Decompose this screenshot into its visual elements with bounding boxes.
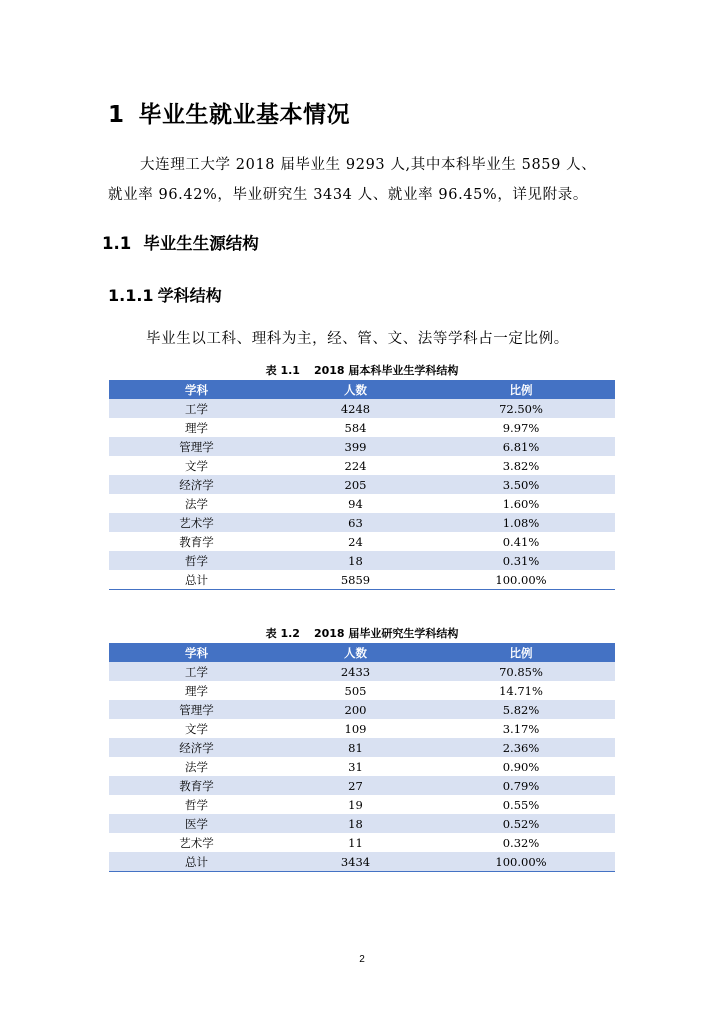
table-row xyxy=(109,719,615,738)
cell-ratio: 72.50% xyxy=(427,399,615,418)
cell-count: 11 xyxy=(284,833,427,852)
heading-number: 1 xyxy=(108,102,125,128)
cell-count: 584 xyxy=(284,418,427,437)
heading-text: 毕业生就业基本情况 xyxy=(138,102,351,128)
column-header-subject: 学科 xyxy=(109,380,284,399)
cell-count: 94 xyxy=(284,494,427,513)
table-row xyxy=(109,513,615,532)
cell-ratio: 70.85% xyxy=(427,662,615,681)
table-row xyxy=(109,776,615,795)
cell-subject: 总计 xyxy=(109,570,284,590)
cell-count: 24 xyxy=(284,532,427,551)
heading-text: 学科结构 xyxy=(157,286,222,305)
table-caption xyxy=(0,625,724,641)
table-row xyxy=(109,681,615,700)
cell-ratio: 100.00% xyxy=(427,852,615,872)
table-row xyxy=(109,852,615,872)
cell-count: 399 xyxy=(284,437,427,456)
column-header-count: 人数 xyxy=(284,380,427,399)
cell-subject: 法学 xyxy=(109,494,284,513)
table-row xyxy=(109,418,615,437)
cell-subject: 哲学 xyxy=(109,551,284,570)
cell-ratio: 100.00% xyxy=(427,570,615,590)
cell-ratio: 3.82% xyxy=(427,456,615,475)
table-body xyxy=(109,399,615,590)
cell-subject: 经济学 xyxy=(109,738,284,757)
cell-ratio: 0.90% xyxy=(427,757,615,776)
cell-count: 5859 xyxy=(284,570,427,590)
cell-count: 505 xyxy=(284,681,427,700)
cell-subject: 教育学 xyxy=(109,532,284,551)
undergraduate-subject-table xyxy=(109,380,615,590)
caption-title: 2018 届毕业研究生学科结构 xyxy=(313,627,459,640)
table-header-row xyxy=(109,380,615,399)
column-header-subject: 学科 xyxy=(109,643,284,662)
caption-title: 2018 届本科毕业生学科结构 xyxy=(313,364,459,377)
cell-subject: 艺术学 xyxy=(109,513,284,532)
cell-count: 27 xyxy=(284,776,427,795)
section-heading-1 xyxy=(108,96,350,129)
subject-paragraph-text: 毕业生以工科、理科为主，经、管、文、法等学科占一定比例。 xyxy=(146,331,569,347)
subject-paragraph xyxy=(108,324,618,354)
caption-number: 表 1.2 xyxy=(265,627,300,640)
table-row xyxy=(109,795,615,814)
cell-subject: 总计 xyxy=(109,852,284,872)
cell-subject: 艺术学 xyxy=(109,833,284,852)
cell-count: 19 xyxy=(284,795,427,814)
cell-subject: 经济学 xyxy=(109,475,284,494)
table-row xyxy=(109,494,615,513)
table-header-row xyxy=(109,643,615,662)
table-row xyxy=(109,475,615,494)
heading-number: 1.1 xyxy=(102,234,132,253)
cell-subject: 管理学 xyxy=(109,700,284,719)
table-body xyxy=(109,662,615,872)
graduate-subject-table xyxy=(109,643,615,872)
table-row xyxy=(109,437,615,456)
column-header-count: 人数 xyxy=(284,643,427,662)
table-row xyxy=(109,833,615,852)
cell-subject: 工学 xyxy=(109,662,284,681)
cell-count: 205 xyxy=(284,475,427,494)
cell-ratio: 14.71% xyxy=(427,681,615,700)
cell-ratio: 1.08% xyxy=(427,513,615,532)
cell-ratio: 3.17% xyxy=(427,719,615,738)
cell-count: 109 xyxy=(284,719,427,738)
table-row xyxy=(109,551,615,570)
cell-count: 18 xyxy=(284,551,427,570)
table-row xyxy=(109,570,615,590)
cell-subject: 理学 xyxy=(109,418,284,437)
table-row xyxy=(109,700,615,719)
table-row xyxy=(109,532,615,551)
cell-subject: 教育学 xyxy=(109,776,284,795)
cell-count: 31 xyxy=(284,757,427,776)
cell-subject: 医学 xyxy=(109,814,284,833)
column-header-ratio: 比例 xyxy=(427,380,615,399)
cell-count: 224 xyxy=(284,456,427,475)
cell-ratio: 0.31% xyxy=(427,551,615,570)
cell-count: 4248 xyxy=(284,399,427,418)
cell-subject: 管理学 xyxy=(109,437,284,456)
cell-count: 81 xyxy=(284,738,427,757)
cell-count: 200 xyxy=(284,700,427,719)
page-number: 2 xyxy=(359,954,365,965)
cell-ratio: 0.41% xyxy=(427,532,615,551)
cell-ratio: 3.50% xyxy=(427,475,615,494)
intro-line-1: 大连理工大学 2018 届毕业生 9293 人,其中本科毕业生 5859 人、 xyxy=(140,157,597,173)
cell-ratio: 0.79% xyxy=(427,776,615,795)
cell-ratio: 0.32% xyxy=(427,833,615,852)
section-heading-3 xyxy=(108,283,222,306)
cell-ratio: 1.60% xyxy=(427,494,615,513)
table-row xyxy=(109,662,615,681)
cell-count: 18 xyxy=(284,814,427,833)
cell-subject: 理学 xyxy=(109,681,284,700)
cell-ratio: 6.81% xyxy=(427,437,615,456)
caption-number: 表 1.1 xyxy=(265,364,300,377)
section-heading-2 xyxy=(102,230,259,254)
cell-count: 63 xyxy=(284,513,427,532)
cell-ratio: 5.82% xyxy=(427,700,615,719)
intro-paragraph xyxy=(108,150,618,210)
heading-text: 毕业生生源结构 xyxy=(143,234,259,253)
table-row xyxy=(109,814,615,833)
cell-subject: 文学 xyxy=(109,456,284,475)
cell-ratio: 2.36% xyxy=(427,738,615,757)
cell-count: 2433 xyxy=(284,662,427,681)
cell-count: 3434 xyxy=(284,852,427,872)
column-header-ratio: 比例 xyxy=(427,643,615,662)
table-caption xyxy=(0,362,724,378)
table-row xyxy=(109,399,615,418)
table-row xyxy=(109,456,615,475)
cell-ratio: 9.97% xyxy=(427,418,615,437)
table-row xyxy=(109,738,615,757)
cell-ratio: 0.52% xyxy=(427,814,615,833)
cell-subject: 哲学 xyxy=(109,795,284,814)
cell-ratio: 0.55% xyxy=(427,795,615,814)
cell-subject: 法学 xyxy=(109,757,284,776)
table-row xyxy=(109,757,615,776)
intro-line-2: 就业率 96.42%，毕业研究生 3434 人、就业率 96.45%，详见附录。 xyxy=(108,187,588,203)
heading-number: 1.1.1 xyxy=(108,286,154,305)
cell-subject: 工学 xyxy=(109,399,284,418)
cell-subject: 文学 xyxy=(109,719,284,738)
